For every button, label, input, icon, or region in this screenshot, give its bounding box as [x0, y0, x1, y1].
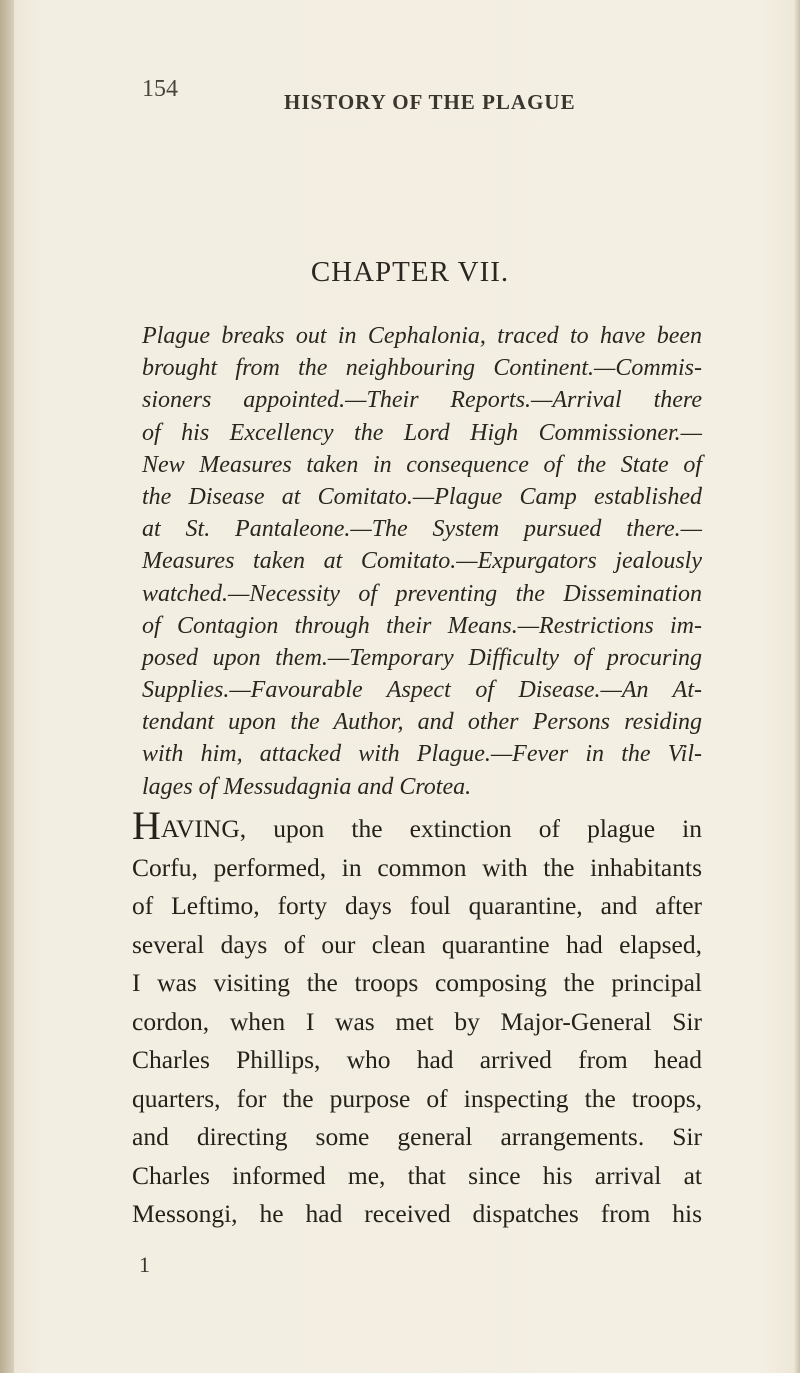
- body-line: Messongi, he had received dispatches from his: [132, 1199, 702, 1228]
- summary-line: Measures taken at Comitato.—Expurgators jealously: [142, 548, 702, 575]
- first-line-text: AVING, upon the extinction of plague in: [160, 814, 702, 843]
- summary-line: New Measures taken in consequence of the State of: [142, 451, 702, 478]
- body-line: Corfu, performed, in common with the inhabitants: [132, 852, 702, 882]
- signature-mark: 1: [139, 1252, 150, 1277]
- summary-line: brought from the neighbouring Continent.—Commis-: [142, 355, 702, 382]
- body-line: several days of our clean quarantine had elapsed,: [132, 929, 702, 959]
- running-head: HISTORY OF THE PLAGUE: [284, 90, 576, 114]
- binding-edge: [0, 0, 14, 1373]
- summary-line: tendant upon the Author, and other Persons residing: [142, 709, 702, 736]
- summary-line: with him, attacked with Plague.—Fever in the Vil-: [142, 741, 702, 768]
- body-first-line: [132, 803, 702, 849]
- drop-cap: H: [132, 803, 161, 848]
- summary-line: at St. Pantaleone.—The System pursued there.—: [142, 516, 702, 543]
- page-number: 154: [142, 76, 178, 102]
- summary-line: the Disease at Comitato.—Plague Camp established: [142, 483, 702, 510]
- body-line: Charles Phillips, who had arrived from head: [132, 1045, 702, 1074]
- summary-line: lages of Messudagnia and Crotea.: [142, 773, 472, 800]
- body-paragraph: [132, 803, 702, 1234]
- chapter-summary: [142, 320, 702, 803]
- chapter-title: CHAPTER VII.: [310, 256, 510, 288]
- body-line: cordon, when I was met by Major-General Sir: [132, 1006, 702, 1036]
- page-edge: [794, 0, 800, 1373]
- summary-line: Plague breaks out in Cephalonia, traced to have been: [142, 323, 702, 349]
- summary-line: of his Excellency the Lord High Commissioner.—: [142, 419, 702, 446]
- summary-line: sioners appointed.—Their Reports.—Arrival there: [142, 387, 702, 414]
- body-line: I was visiting the troops composing the principal: [132, 968, 702, 997]
- summary-line: posed upon them.—Temporary Difficulty of procuring: [142, 644, 702, 671]
- body-line: and directing some general arrangements. Sir: [132, 1122, 702, 1151]
- summary-line: Supplies.—Favourable Aspect of Disease.—An At-: [142, 677, 702, 704]
- body-line: of Leftimo, forty days foul quarantine, and after: [132, 891, 702, 920]
- body-line: Charles informed me, that since his arrival at: [132, 1160, 702, 1190]
- body-line: quarters, for the purpose of inspecting the troops,: [132, 1083, 702, 1113]
- summary-line: watched.—Necessity of preventing the Dissemination: [142, 580, 702, 607]
- summary-line: of Contagion through their Means.—Restrictions im-: [142, 612, 702, 639]
